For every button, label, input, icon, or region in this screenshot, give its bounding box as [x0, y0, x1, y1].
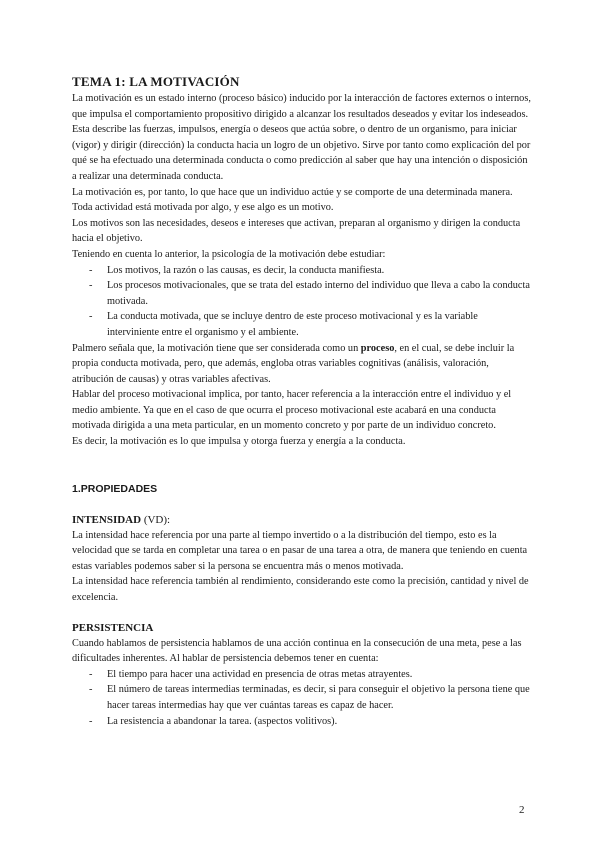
subsection-heading-persistencia: PERSISTENCIA [72, 621, 154, 634]
study-topics-list [72, 263, 532, 341]
bold-term: proceso [360, 342, 395, 354]
intro-paragraph-5: Teniendo en cuenta lo anterior, la psicología de la motivación debe estudiar: [72, 248, 386, 260]
page-content [72, 73, 532, 729]
intro-paragraph-2: Esta describe las fuerzas, impulsos, energía o deseos que actúa sobre, o dentro de un organismo, para iniciar (vigor) y dirigir (dirección) la conducta hacia un logro de un objetivo. Sirve por tanto como explicación del por qué se ha efectuado una determinada conducta o como predicción al saber que hay una intención o disposición a realizar una determinada conducta. [72, 124, 531, 182]
page-number: 2 [519, 804, 525, 816]
intro-paragraph-6 [72, 341, 532, 388]
intensidad-paragraph-1: La intensidad hace referencia por una parte al tiempo invertido o a la distribución del tiempo, esto es la velocidad que se tarda en completar una tarea o en pasar de una tarea a otra, de manera que teniendo en cuenta estas variables podemos saber si la persona se encuentra más o menos motivada. [72, 529, 528, 572]
spacer [72, 497, 532, 513]
heading-suffix: (VD): [141, 513, 171, 526]
document-title: TEMA 1: LA MOTIVACIÓN [72, 74, 240, 89]
list-item: - Los motivos, la razón o las causas, es decir, la conducta manifiesta. [72, 263, 532, 279]
section-heading: 1.PROPIEDADES [72, 482, 158, 495]
list-item: - El número de tareas intermedias terminadas, es decir, si para conseguir el objetivo la persona tiene que hacer tareas intermedias hay que ver cuántas tareas es capaz de hacer. [72, 682, 532, 713]
list-item: - La resistencia a abandonar la tarea. (aspectos volitivos). [72, 714, 532, 730]
persistencia-paragraph-1: Cuando hablamos de persistencia hablamos de una acción continua en la consecución de una meta, pese a las dificultades inherentes. Al hablar de persistencia debemos tener en cuenta: [72, 637, 522, 665]
intro-paragraph-8: Es decir, la motivación es lo que impulsa y otorga fuerza y energía a la conducta. [72, 436, 406, 448]
intro-paragraph-7: Hablar del proceso motivacional implica, por tanto, hacer referencia a la interacción entre el individuo y el medio ambiente. Ya que en el caso de que ocurra el proceso motivacional este acabará en una conducta motivada dirigida a una meta particular, en un momento concreto y por parte de un individuo concreto. [72, 389, 512, 432]
list-item: - El tiempo para hacer una actividad en presencia de otras metas atrayentes. [72, 667, 532, 683]
subsection-heading-intensidad [72, 513, 532, 528]
intro-paragraph-3: La motivación es, por tanto, lo que hace que un individuo actúe y se comporte de una determinada manera. Toda actividad está motivada por algo, y ese algo es un motivo. [72, 186, 513, 214]
intro-paragraph-4: Los motivos son las necesidades, deseos e intereses que activan, preparan al organismo y dirigen la conducta hacia el objetivo. [72, 217, 521, 245]
list-item: - Los procesos motivacionales, que se trata del estado interno del individuo que lleva a cabo la conducta motivada. [72, 278, 532, 309]
persistencia-list [72, 667, 532, 729]
spacer [72, 450, 532, 482]
list-item: - La conducta motivada, que se incluye dentro de este proceso motivacional y es la variable interviniente entre el organismo y el ambiente. [72, 309, 532, 340]
heading-text: INTENSIDAD [72, 513, 142, 526]
intro-paragraph-1: La motivación es un estado interno (proceso básico) inducido por la interacción de factores externos o internos, que impulsa el comportamiento propositivo dirigido a alcanzar los resultados deseados y evitar los indeseados. [72, 93, 531, 120]
intensidad-paragraph-2: La intensidad hace referencia también al rendimiento, considerando este como la precisión, cantidad y nivel de excelencia. [72, 576, 529, 604]
paragraph-text: Palmero señala que, la motivación tiene que ser considerada como un [72, 342, 361, 354]
spacer [72, 606, 532, 621]
paragraph-text: , en el cual, se debe incluir la propia conducta motivada, pero, que además, engloba otras variables cognitivas (análisis, valoración, atribución de causas) y otras variables afectivas. [72, 342, 515, 385]
